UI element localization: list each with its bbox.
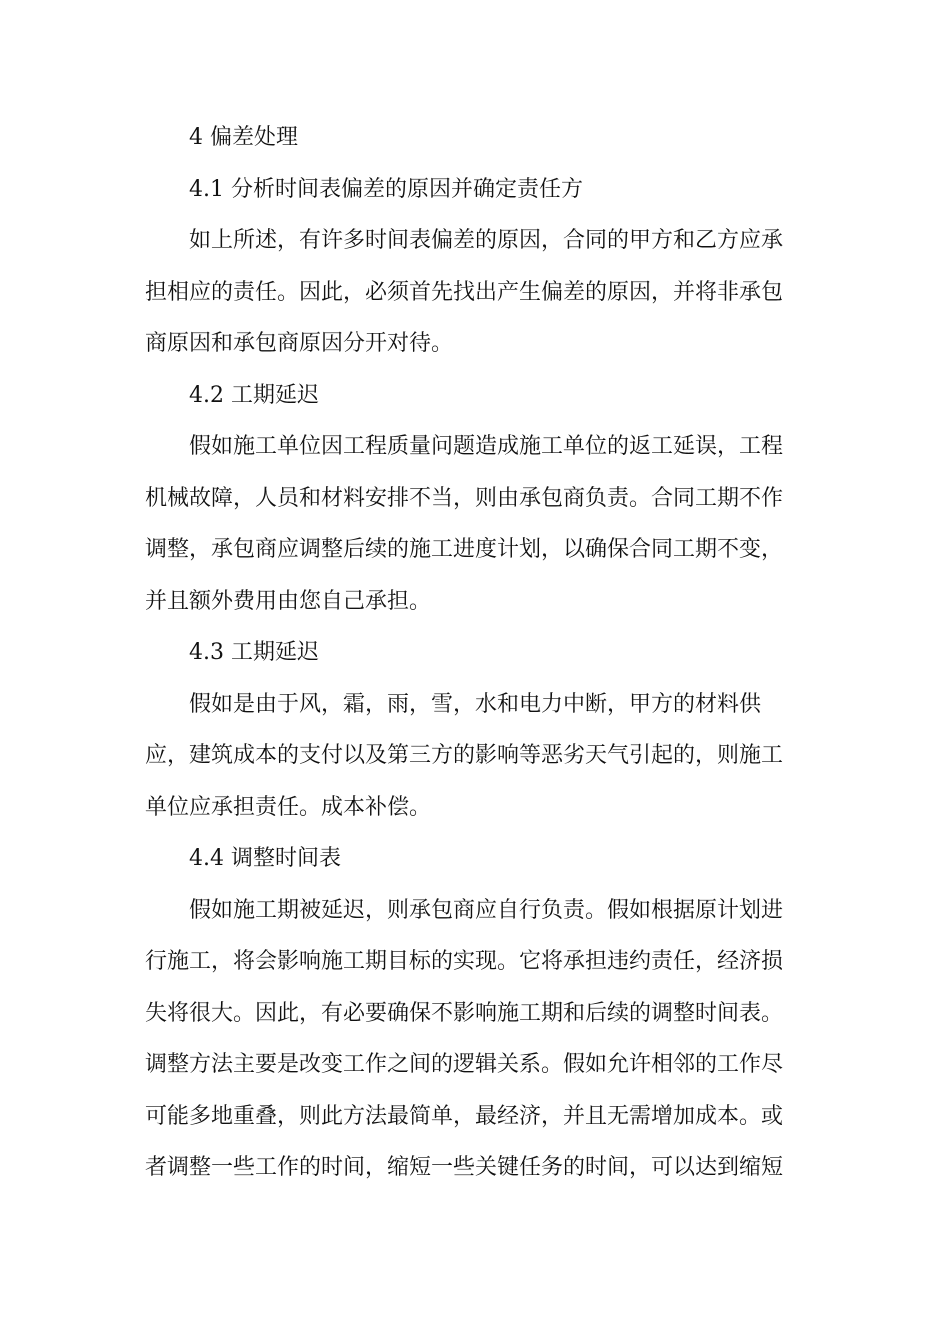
paragraph-line: 如上所述，有许多时间表偏差的原因，合同的甲方和乙方应承 (189, 228, 784, 253)
paragraph-line: 应，建筑成本的支付以及第三方的影响等恶劣天气引起的，则施工 (145, 743, 784, 768)
paragraph-4-3 (145, 679, 795, 834)
paragraph-line: 担相应的责任。因此，必须首先找出产生偏差的原因，并将非承包 (145, 279, 784, 305)
paragraph-4-1 (145, 215, 795, 370)
paragraph-line: 假如施工期被延迟，则承包商应自行负责。假如根据原计划进 (189, 897, 784, 923)
section-heading-4-4: 4.4 调整时间表 (189, 846, 341, 871)
document-body (145, 112, 795, 1194)
paragraph-4-4 (145, 885, 795, 1194)
section-heading-4-3: 4.3 工期延迟 (189, 640, 319, 665)
paragraph-line: 行施工，将会影响施工期目标的实现。它将承担违约责任，经济损 (145, 949, 784, 974)
paragraph-line: 者调整一些工作的时间，缩短一些关键任务的时间，可以达到缩短 (145, 1155, 784, 1180)
paragraph-line: 失将很大。因此，有必要确保不影响施工期和后续的调整时间表。 (145, 1000, 784, 1026)
section-heading-4-2: 4.2 工期延迟 (189, 382, 319, 408)
paragraph-line: 调整，承包商应调整后续的施工进度计划，以确保合同工期不变， (145, 537, 784, 562)
paragraph-line: 商原因和承包商原因分开对待。 (145, 331, 454, 356)
paragraph-line: 机械故障，人员和材料安排不当，则由承包商负责。合同工期不作 (145, 485, 784, 511)
section-heading-4: 4 偏差处理 (189, 125, 298, 150)
paragraph-line: 单位应承担责任。成本补偿。 (145, 794, 432, 820)
paragraph-4-2 (145, 421, 795, 627)
paragraph-line: 假如是由于风，霜，雨，雪，水和电力中断，甲方的材料供 (189, 691, 762, 717)
paragraph-line: 调整方法主要是改变工作之间的逻辑关系。假如允许相邻的工作尽 (145, 1052, 784, 1077)
paragraph-line: 假如施工单位因工程质量问题造成施工单位的返工延误，工程 (189, 434, 784, 459)
section-heading-4-1: 4.1 分析时间表偏差的原因并确定责任方 (189, 176, 583, 202)
paragraph-line: 并且额外费用由您自己承担。 (145, 588, 432, 614)
paragraph-line: 可能多地重叠，则此方法最简单，最经济，并且无需增加成本。或 (145, 1103, 784, 1129)
